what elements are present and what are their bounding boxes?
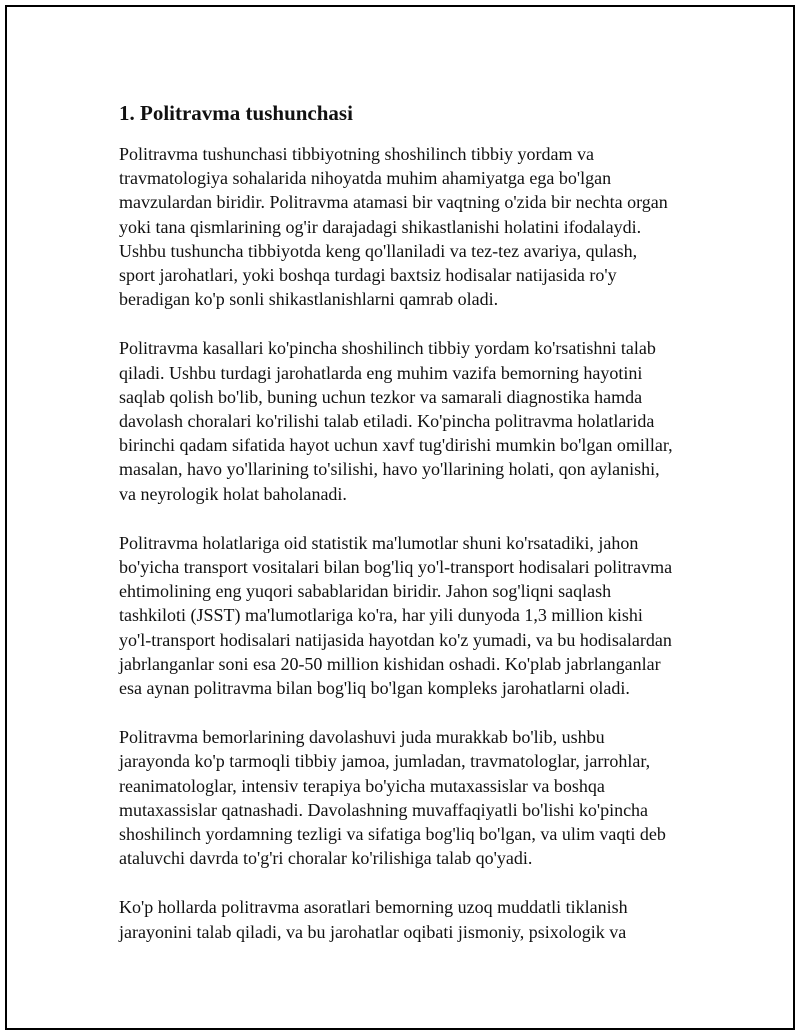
text-line: yo'l-transport hodisalari natijasida hayotdan ko'z yumadi, va bu hodisalardan bbox=[119, 629, 672, 650]
text-line: yoki tana qismlarining og'ir darajadagi shikastlanishi holatini ifodalaydi. bbox=[119, 216, 642, 237]
text-line: bo'yicha transport vositalari bilan bog'liq yo'l-transport hodisalari politravma bbox=[119, 557, 673, 578]
text-line: shoshilinch yordamning tezligi va sifatiga bog'liq bo'lgan, va ulim vaqti deb bbox=[119, 824, 666, 845]
paragraph bbox=[119, 531, 699, 700]
text-line: Ko'p hollarda politravma asoratlari bemorning uzoq muddatli tiklanish bbox=[119, 897, 628, 918]
text-line: Ushbu tushuncha tibbiyotda keng qo'llaniladi va tez-tez avariya, qulash, bbox=[119, 240, 638, 261]
section-heading: 1. Politravma tushunchasi bbox=[119, 101, 353, 125]
text-line: tashkiloti (JSST) ma'lumotlariga ko'ra, har yili dunyoda 1,3 million kishi bbox=[119, 605, 643, 626]
text-line: reanimatologlar, intensiv terapiya bo'yicha mutaxassislar va boshqa bbox=[119, 775, 605, 796]
text-line: Politravma tushunchasi tibbiyotning shoshilinch tibbiy yordam va bbox=[119, 144, 594, 164]
page-content bbox=[119, 100, 699, 969]
text-line: va neyrologik holat baholanadi. bbox=[119, 483, 347, 504]
paragraph bbox=[119, 725, 699, 870]
text-line: jarayonini talab qiladi, va bu jarohatlar oqibati jismoniy, psixologik va bbox=[119, 921, 627, 942]
paragraph bbox=[119, 895, 699, 943]
text-line: saqlab qolish bo'lib, buning uchun tezkor va samarali diagnostika hamda bbox=[119, 386, 643, 407]
text-line: ehtimolining eng yuqori sabablaridan biridir. Jahon sog'liqni saqlash bbox=[119, 581, 612, 602]
text-line: esa aynan politravma bilan bog'liq bo'lgan kompleks jarohatlarni oladi. bbox=[119, 678, 630, 699]
paragraph bbox=[119, 336, 699, 505]
text-line: travmatologiya sohalarida nihoyatda muhim ahamiyatga ega bo'lgan bbox=[119, 168, 612, 189]
text-line: qiladi. Ushbu turdagi jarohatlarda eng muhim vazifa bemorning hayotini bbox=[119, 362, 643, 383]
text-line: sport jarohatlari, yoki boshqa turdagi baxtsiz hodisalar natijasida ro'y bbox=[119, 265, 617, 286]
paragraph-list bbox=[119, 142, 699, 944]
text-line: Politravma bemorlarining davolashuvi juda murakkab bo'lib, ushbu bbox=[119, 727, 605, 748]
text-line: Politravma kasallari ko'pincha shoshilinch tibbiy yordam ko'rsatishni talab bbox=[119, 338, 656, 359]
text-line: ataluvchi davrda to'g'ri choralar ko'rilishiga talab qo'yadi. bbox=[119, 848, 533, 869]
text-line: Politravma holatlariga oid statistik ma'lumotlar shuni ko'rsatadiki, jahon bbox=[119, 532, 639, 553]
text-line: jarayonda ko'p tarmoqli tibbiy jamoa, jumladan, travmatologlar, jarrohlar, bbox=[119, 751, 651, 772]
page-frame bbox=[5, 5, 795, 1030]
text-line: davolash choralari ko'rilishi talab etiladi. Ko'pincha politravma holatlarida bbox=[119, 411, 655, 432]
text-line: mutaxassislar qatnashadi. Davolashning muvaffaqiyatli bo'lishi ko'pincha bbox=[119, 799, 649, 820]
text-line: jabrlanganlar soni esa 20-50 million kishidan oshadi. Ko'plab jabrlanganlar bbox=[119, 653, 661, 674]
paragraph bbox=[119, 142, 699, 311]
text-line: masalan, havo yo'llarining to'silishi, havo yo'llarining holati, qon aylanishi, bbox=[119, 459, 660, 480]
text-line: birinchi qadam sifatida hayot uchun xavf tug'dirishi mumkin bo'lgan omillar, bbox=[119, 435, 673, 456]
text-line: beradigan ko'p sonli shikastlanishlarni qamrab oladi. bbox=[119, 289, 499, 310]
text-line: mavzulardan biridir. Politravma atamasi bir vaqtning o'zida bir nechta organ bbox=[119, 192, 668, 213]
